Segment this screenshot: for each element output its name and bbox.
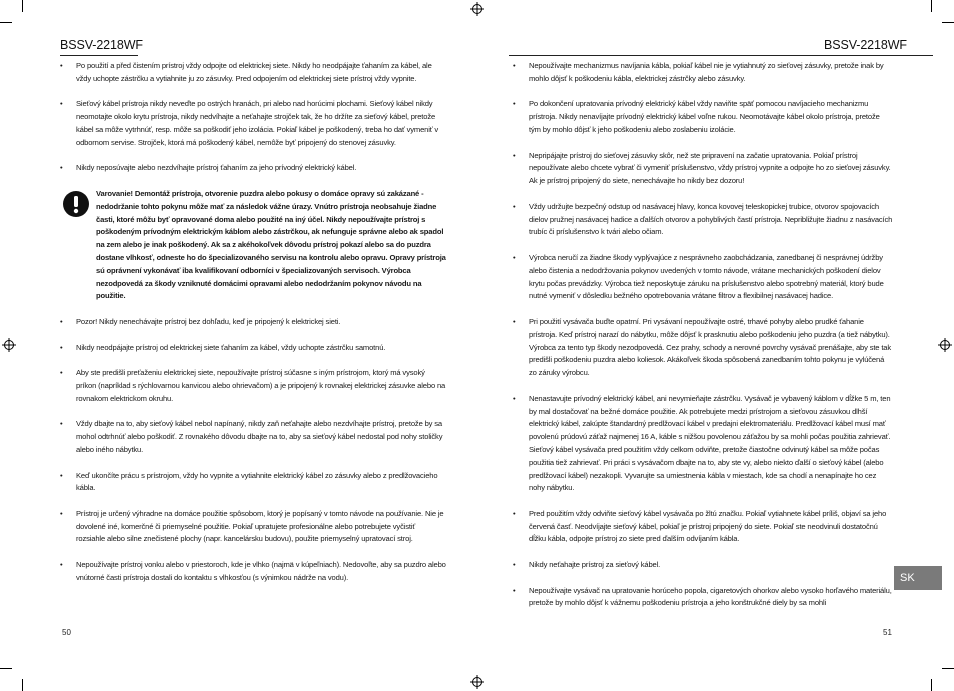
list-item: • Vždy udržujte bezpečný odstup od nasávacej hlavy, konca kovovej teleskopickej trubice, otvorov spojovacích dielov pružnej nasávacej hadice a ďalších otvorov a pohyblivých častí prístroja. Nepribližujte žiadnu z nasávacích trubíc či príslušenstvo k tvári alebo očiam. (513, 201, 893, 239)
model-title: BSSV-2218WF (60, 38, 143, 52)
registration-mark-icon (2, 338, 16, 352)
header-rule (509, 55, 933, 56)
list-item: • Nikdy neodpájajte prístroj od elektrickej siete ťahaním za kábel, vždy uchopte zástrčku samotnú. (60, 342, 446, 355)
left-page-body (60, 60, 446, 597)
list-item: • Nepoužívajte mechanizmus navíjania kábla, pokiaľ kábel nie je vytiahnutý zo sieťovej zásuvky, pretože inak by mohlo dôjsť k poškodeniu kábla, elektrickej zástrčky alebo zásuvky. (513, 60, 893, 86)
list-item: • Pri použití vysávača buďte opatrní. Pri vysávaní nepoužívajte ostré, trhavé pohyby alebo prudké ťahanie prístroja. Keď prístroj narazí do nábytku, môže dôjsť k prasknutiu alebo poškodeniu jeho puzdra (a tiež nábytku). Výrobca za tento typ škody nezodpovedá. Cez prahy, schody a nerovné povrchy vysávač prenášajte, aby ste tak predišli poškodeniu puzdra alebo koliesok. Akákoľvek škoda spôsobená zanedbaním tohto pokynu je vylúčená zo záruky výrobcu. (513, 316, 893, 380)
list-item: • Nikdy neposúvajte alebo nezdvíhajte prístroj ťahaním za jeho prívodný elektrický kábel. (60, 162, 446, 175)
list-item: • Nikdy neťahajte prístroj za sieťový kábel. (513, 559, 893, 572)
crop-mark (0, 22, 12, 23)
list-item: • Po dokončení upratovania prívodný elektrický kábel vždy naviňte späť pomocou navíjacieho mechanizmu prístroja. Nikdy nenavíjajte prívodný elektrický kábel voľne rukou. Neomotávajte kábel okolo prístroja, pretože tým by mohlo dôjsť k jeho poškodeniu alebo zoslabeniu izolácie. (513, 98, 893, 136)
warning-block (60, 188, 446, 303)
list-item: • Nepripájajte prístroj do sieťovej zásuvky skôr, než ste pripravení na začatie upratovania. Pokiaľ prístroj nepoužívate alebo chcete vybrať či vymeniť príslušenstvo, vždy prístroj vypnite a odpojte ho zo sieťovej zásuvky. Ak je prístroj pripojený do siete, nenechávajte ho nikdy bez dozoru! (513, 150, 893, 188)
list-item: • Výrobca neručí za žiadne škody vyplývajúce z nesprávneho zaobchádzania, zanedbanej či nesprávnej údržby alebo čistenia a nedodržovania pokynov uvedených v tomto návode, vrátane mechanických poškodení dielov krytu počas prevádzky. Výrobca tiež neposkytuje záruku na príslušenstvo alebo spotrebný materiál, ktorý bude nutné vymeniť v dôsledku bežného opotrebovania vrátane filtrov a flexibilnej nasávacej hadice. (513, 252, 893, 303)
list-item: • Vždy dbajte na to, aby sieťový kábel nebol napínaný, nikdy zaň neťahajte alebo nezdvíhajte prístroj, pretože by sa mohol odtrhnúť alebo poškodiť. Z rovnakého dôvodu dbajte na to, aby sa sieťový kábel nedostal pod nohy stoličky alebo iného nábytku. (60, 418, 446, 456)
header-rule (60, 55, 138, 56)
crop-mark (942, 668, 954, 669)
list-item: • Pred použitím vždy odviňte sieťový kábel vysávača po žltú značku. Pokiaľ vytiahnete kábel príliš, objaví sa jeho červená časť. Neodvíjajte sieťový kábel, pokiaľ je prístroj pripojený do siete. Pokiaľ ste neodvinuli dostatočnú dĺžku kábla, odpojte prístroj zo siete pred ďalším odvíjaním kábla. (513, 508, 893, 546)
crop-mark (22, 679, 23, 691)
right-page (477, 0, 954, 691)
crop-mark (931, 679, 932, 691)
warning-text: Varovanie! Demontáž prístroja, otvorenie puzdra alebo pokusy o domáce opravy sú zakázané - nedodržanie tohto pokynu môže mať za následok vážne úrazy. Vnútro prístroja neobsahuje žiadne časti, ktoré môžu byť opravované doma alebo použité na iný účel. Nikdy nepoužívajte prístroj s poškodeným prívodným elektrickým káblom alebo zástrčkou, ak nefunguje správne alebo ak spadol na zem alebo je inak poškodený. Ak sa z akéhokoľvek dôvodu prístroj pokazí alebo sa do puzdra dostane vlhkosť, odneste ho do špecializovaného servisu na kontrolu alebo opravu. Opravy prístroja sú oprávnení vykonávať iba kvalifikovaní odborníci v špecializovaných servisoch. Výrobca nezodpovedá za škody vzniknuté domácimi opravami alebo nedodržaním pokynov návodu na použitie. (96, 188, 446, 301)
page-number: 50 (62, 628, 71, 637)
list-item: • Keď ukončíte prácu s prístrojom, vždy ho vypnite a vytiahnite elektrický kábel zo zásuvky alebo z predlžovacieho kábla. (60, 470, 446, 496)
page-number: 51 (883, 628, 892, 637)
list-item: • Prístroj je určený výhradne na domáce použitie spôsobom, ktorý je popísaný v tomto návode na používanie. Nie je dovolené iné, komerčné či priemyselné použitie. Pokiaľ upratujete profesionálne alebo potrebujete vyčistiť rozsiahle alebo silne znečistené plochy (napr. kancelársku budovu), použite priemyselný upratovací stroj. (60, 508, 446, 546)
crop-mark (22, 0, 23, 12)
registration-mark-icon (938, 338, 952, 352)
crop-mark (931, 0, 932, 12)
list-item: • Po použití a před čistením prístroj vždy odpojte od elektrickej siete. Nikdy ho neodpájajte ťahaním za kábel, ale vždy uchopte zástrčku a vytiahnite ju zo zásuvky. Pred odpojením od elektrickej siete prístroj vždy vypnite. (60, 60, 446, 86)
list-item: • Nenastavujte prívodný elektrický kábel, ani nevymieňajte zástrčku. Vysávač je vybavený káblom v dĺžke 5 m, ten by mal dostačovať na bežné domáce použitie. Ak potrebujete medzi prístrojom a sieťovou zásuvkou dlhší elektrický kábel, zakúpte štandardný predlžovací kábel v predajni elektromateriálu. Predlžovací kábel musí mať povolenú prúdovú záťaž najmenej 16 A, káble s nižšou povolenou záťažou by sa mohli počas použitia zahrievať. Sieťový kábel vysávača pred použitím vždy celkom odviňte, pretože čiastočne odvinutý kábel sa môže počas použitia tiež zahrievať. Pri práci s vysávačom dbajte na to, aby ste vy, alebo niekto ďalší o sieťový kábel (alebo predlžovací kábel) nezakopli. Vyvarujte sa umiestnenia kábla v miestach, kde sa chodí a nenapínajte ho cez nohy nábytku. (513, 393, 893, 495)
list-item: • Pozor! Nikdy nenechávajte prístroj bez dohľadu, keď je pripojený k elektrickej sieti. (60, 316, 446, 329)
model-title: BSSV-2218WF (824, 38, 907, 52)
crop-mark (0, 668, 12, 669)
exclamation-icon (63, 191, 89, 217)
crop-mark (942, 22, 954, 23)
list-item: • Nepoužívajte prístroj vonku alebo v priestoroch, kde je vlhko (najmä v kúpeľniach). Nedovoľte, aby sa puzdro alebo vnútorné časti prístroja dostali do kontaktu s vlhkosťou (s výnimkou nádrže na vodu). (60, 559, 446, 585)
list-item: • Nepoužívajte vysávač na upratovanie horúceho popola, cigaretových ohorkov alebo vysoko horľavého materiálu, pretože by mohlo dôjsť k vážnemu poškodeniu prístroja a jeho konštrukčné diely by sa mohli (513, 585, 893, 611)
list-item: • Sieťový kábel prístroja nikdy neveďte po ostrých hranách, pri alebo nad horúcimi plochami. Sieťový kábel nikdy neomotajte okolo krytu prístroja, nikdy nedvíhajte a neťahajte strojček tak, že ho držíte za sieťový kábel, pretože kábel sa môže vytrhnúť, resp. môže sa poškodiť jeho izolácia. Pokiaľ kábel je poškodený, treba ho dať vymeniť v odbornom servise. Strojček, ktorá má poškodený kábel, nemôže byť pripojený do stenovej zásuvky. (60, 98, 446, 149)
language-tab: SK (894, 566, 942, 590)
right-page-body (513, 60, 893, 610)
list-item: • Aby ste predišli preťaženiu elektrickej siete, nepoužívajte prístroj súčasne s iným prístrojom, ktorý má vysoký príkon (napríklad s rýchlovarnou kanvicou alebo ohrievačom) a je pripojený k rovnakej elektrickej zásuvke alebo na rovnakom elektrickom okruhu. (60, 367, 446, 405)
